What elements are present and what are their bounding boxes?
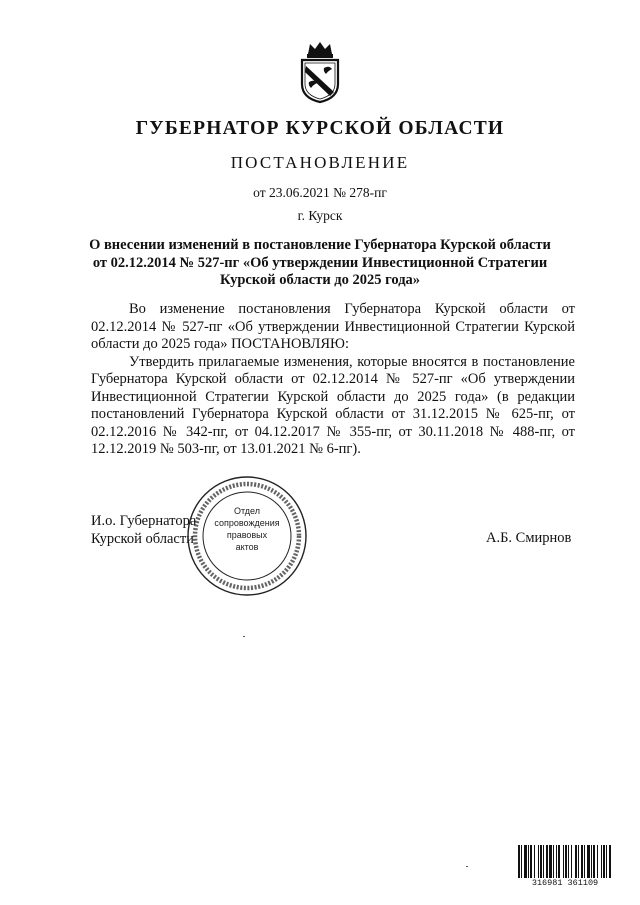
barcode-bar xyxy=(546,845,548,879)
barcode-bar xyxy=(575,845,577,879)
stamp-line: актов xyxy=(235,542,259,552)
document-type: ПОСТАНОВЛЕНИЕ xyxy=(230,153,410,172)
barcode-number: 316981 361109 xyxy=(517,878,613,889)
barcode-bar xyxy=(540,845,542,879)
scan-dot xyxy=(466,866,468,867)
barcode-bar xyxy=(609,845,611,879)
barcode-bar xyxy=(543,845,544,879)
barcode-bar xyxy=(601,845,602,879)
barcode-bar xyxy=(528,845,529,879)
signatory-position-line: Курской области xyxy=(91,530,194,547)
barcode-bar xyxy=(556,845,557,879)
barcode-bar xyxy=(571,845,572,879)
barcode-bar xyxy=(521,845,522,879)
issuing-authority: ГУБЕРНАТОР КУРСКОЙ ОБЛАСТИ xyxy=(135,118,505,139)
body-paragraph: Утвердить прилагаемые изменения, которые вносятся в постановление Губернатора Курской области от 02.12.2014 № 527-пг «Об утверждении Инвестиционной Стратегии Курской области до 2025 года» (в редакции постановлений Губернатора Курской области от 31.12.2015 № 625-пг, от 02.12.2016 № 342-пг, от 04.12.2017 № 355-пг, от 30.11.2018 № 488-пг, от 12.12.2019 № 503-пг, от 13.01.2021 № 6-пг). xyxy=(91,353,575,457)
document-city: г. Курск xyxy=(297,208,343,223)
official-stamp xyxy=(186,475,308,597)
document-subject xyxy=(0,237,640,290)
signatory-name: А.Б. Смирнов xyxy=(486,530,572,546)
barcode-bar xyxy=(568,845,569,879)
barcode-bar xyxy=(581,845,583,879)
barcode-bar xyxy=(603,845,605,879)
barcode-bar xyxy=(587,845,590,879)
barcode-bar xyxy=(591,845,592,879)
barcode-bar xyxy=(558,845,560,879)
coat-of-arms-icon xyxy=(296,40,344,104)
barcode-bar xyxy=(578,845,579,879)
stamp-line: сопровождения xyxy=(214,518,280,528)
scan-dot xyxy=(243,636,245,637)
barcode-bars xyxy=(517,845,613,879)
barcode xyxy=(517,845,613,891)
stamp-text xyxy=(186,505,308,553)
barcode-bar xyxy=(584,845,585,879)
stamp-line: Отдел xyxy=(233,506,261,516)
subject-line: О внесении изменений в постановление Губернатора Курской области xyxy=(89,237,551,253)
barcode-bar xyxy=(553,845,554,879)
barcode-bar xyxy=(518,845,520,879)
subject-line: от 02.12.2014 № 527-пг «Об утверждении Инвестиционной Стратегии xyxy=(92,254,548,271)
subject-line: Курской области до 2025 года» xyxy=(219,272,421,288)
barcode-bar xyxy=(563,845,564,879)
signatory-position-line: И.о. Губернатора xyxy=(91,513,197,529)
barcode-bar xyxy=(549,845,552,879)
body-paragraph: Во изменение постановления Губернатора Курской области от 02.12.2014 № 527-пг «Об утверждении Инвестиционной Стратегии Курской области до 2025 года» ПОСТАНОВЛЯЮ: xyxy=(91,301,575,352)
barcode-bar xyxy=(565,845,567,879)
barcode-bar xyxy=(538,845,539,879)
stamp-line: правовых xyxy=(226,530,268,540)
barcode-bar xyxy=(593,845,595,879)
document-body xyxy=(91,301,575,459)
barcode-bar xyxy=(597,845,598,879)
barcode-bar xyxy=(524,845,527,879)
barcode-bar xyxy=(530,845,532,879)
document-date-number: от 23.06.2021 № 278-пг xyxy=(253,185,387,200)
barcode-bar xyxy=(534,845,535,879)
barcode-bar xyxy=(606,845,607,879)
signatory-position xyxy=(91,513,196,548)
